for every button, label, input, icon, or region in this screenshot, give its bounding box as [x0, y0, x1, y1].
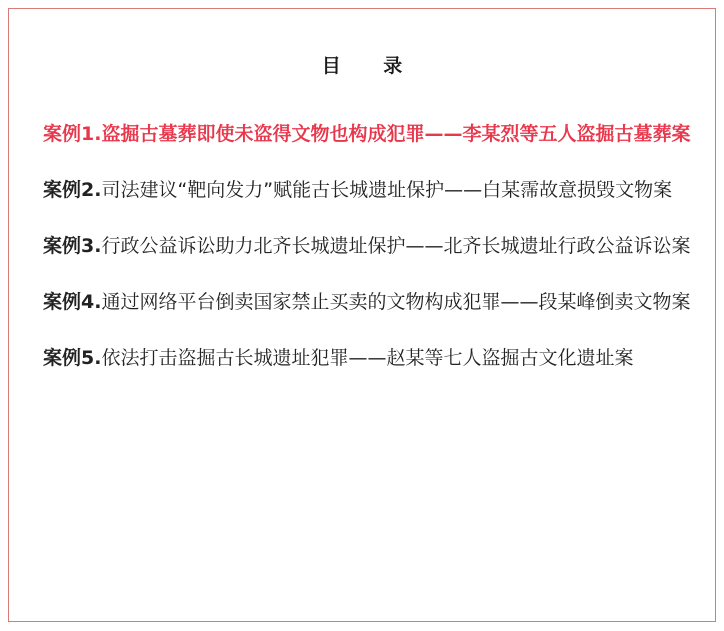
toc-list	[43, 114, 691, 394]
case-title: 通过网络平台倒卖国家禁止买卖的文物构成犯罪——段某峰倒卖文物案	[101, 291, 691, 313]
toc-item-case-1[interactable]	[43, 114, 691, 155]
toc-frame	[8, 8, 716, 622]
case-number: 案例2.	[43, 179, 102, 201]
case-number: 案例4.	[43, 291, 102, 313]
case-number: 案例1.	[43, 123, 102, 145]
toc-item-case-3[interactable]	[43, 226, 691, 267]
toc-item-case-4[interactable]	[43, 282, 691, 323]
case-title: 依法打击盗掘古长城遗址犯罪——赵某等七人盗掘古文化遗址案	[101, 347, 634, 369]
case-title: 盗掘古墓葬即使未盗得文物也构成犯罪——李某烈等五人盗掘古墓葬案	[101, 123, 691, 145]
case-number: 案例5.	[43, 347, 102, 369]
toc-title: 目 录	[321, 55, 421, 77]
case-number: 案例3.	[43, 235, 102, 257]
toc-item-case-2[interactable]	[43, 170, 691, 211]
case-title: 行政公益诉讼助力北齐长城遗址保护——北齐长城遗址行政公益诉讼案	[101, 235, 691, 257]
case-title: 司法建议“靶向发力”赋能古长城遗址保护——白某霈故意损毁文物案	[101, 179, 673, 201]
toc-item-case-5[interactable]	[43, 338, 691, 379]
